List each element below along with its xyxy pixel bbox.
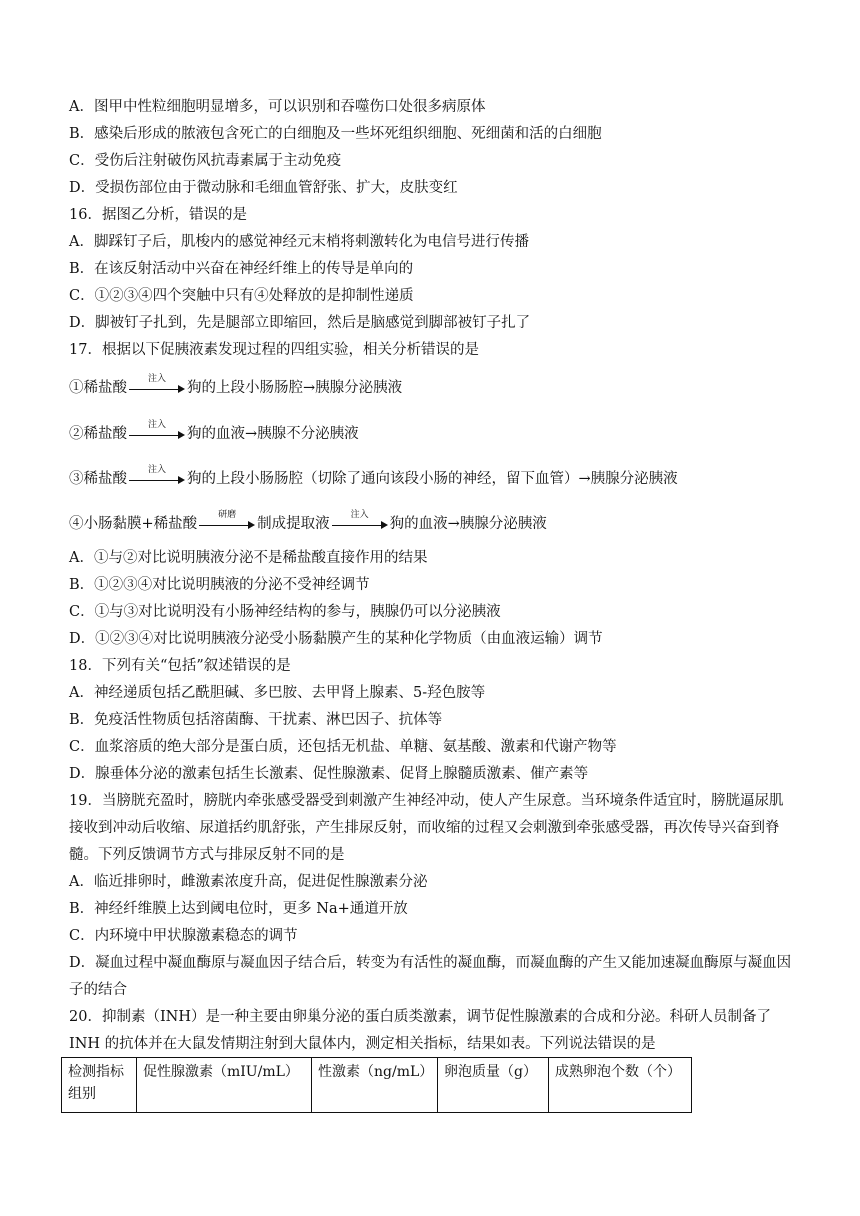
q16-option-a: A．脚踩钉子后，肌梭内的感觉神经元末梢将刺激转化为电信号进行传播 bbox=[69, 234, 529, 250]
inject-arrow bbox=[332, 510, 388, 534]
table-header-cell: 性激素（ng/mL） bbox=[312, 1058, 438, 1113]
inject-arrow bbox=[129, 374, 185, 398]
exp4-extract: 制成提取液 bbox=[257, 516, 330, 532]
q18-stem: 18．下列有关“包括”叙述错误的是 bbox=[69, 658, 291, 674]
q17-experiment-2 bbox=[69, 420, 359, 444]
q15-option-b: B．感染后形成的脓液包含死亡的白细胞及一些坏死组织细胞、死细菌和活的白细胞 bbox=[69, 126, 602, 142]
q17-experiment-3 bbox=[69, 465, 678, 489]
q19-option-a: A．临近排卵时，雌激素浓度升高，促进促性腺激素分泌 bbox=[69, 874, 428, 890]
q17-option-b: B．①②③④对比说明胰液的分泌不受神经调节 bbox=[69, 577, 370, 593]
q19-option-b: B．神经纤维膜上达到阈电位时，更多 Na+通道开放 bbox=[69, 901, 408, 917]
q18-option-d: D．腺垂体分泌的激素包括生长激素、促性腺激素、促肾上腺髓质激素、催产素等 bbox=[69, 766, 589, 782]
q15-option-d: D．受损伤部位由于微动脉和毛细血管舒张、扩大，皮肤变红 bbox=[69, 180, 458, 196]
exp1-result: 狗的上段小肠肠腔→胰腺分泌胰液 bbox=[187, 380, 403, 396]
table-header-cell: 促性腺激素（mIU/mL） bbox=[137, 1058, 312, 1113]
exp3-reagent: ③稀盐酸 bbox=[69, 471, 127, 487]
exp3-result: 狗的上段小肠肠腔（切除了通向该段小肠的神经，留下血管）→胰腺分泌胰液 bbox=[187, 471, 678, 487]
inject-arrow bbox=[129, 465, 185, 489]
q16-option-b: B．在该反射活动中兴奋在神经纤维上的传导是单向的 bbox=[69, 261, 414, 277]
arrow-label: 注入 bbox=[350, 510, 369, 520]
q17-option-a: A．①与②对比说明胰液分泌不是稀盐酸直接作用的结果 bbox=[69, 550, 428, 566]
q17-option-d: D．①②③④对比说明胰液分泌受小肠黏膜产生的某种化学物质（由血液运输）调节 bbox=[69, 631, 603, 647]
q18-option-b: B．免疫活性物质包括溶菌酶、干扰素、淋巴因子、抗体等 bbox=[69, 712, 443, 728]
exp2-result: 狗的血液→胰腺不分泌胰液 bbox=[187, 426, 359, 442]
results-table bbox=[61, 1057, 692, 1113]
q17-option-c: C．①与③对比说明没有小肠神经结构的参与，胰腺仍可以分泌胰液 bbox=[69, 604, 501, 620]
q16-option-d: D．脚被钉子扎到，先是腿部立即缩回，然后是脑感觉到脚部被钉子扎了 bbox=[69, 315, 531, 331]
q15-option-a: A．图甲中性粒细胞明显增多，可以识别和吞噬伤口处很多病原体 bbox=[69, 99, 486, 115]
arrow-label: 注入 bbox=[147, 420, 166, 430]
exp4-result: 狗的血液→胰腺分泌胰液 bbox=[389, 516, 547, 532]
arrow-label: 注入 bbox=[147, 465, 166, 475]
arrow-label: 注入 bbox=[147, 374, 166, 384]
q17-stem: 17．根据以下促胰液素发现过程的四组实验，相关分析错误的是 bbox=[69, 342, 479, 358]
q18-option-c: C．血浆溶质的绝大部分是蛋白质，还包括无机盐、单糖、氨基酸、激素和代谢产物等 bbox=[69, 739, 617, 755]
corner-label-top: 检测指标 bbox=[68, 1064, 124, 1080]
table-row bbox=[62, 1058, 692, 1113]
exp4-reagent: ④小肠黏膜+稀盐酸 bbox=[69, 516, 198, 532]
corner-label-bottom: 组别 bbox=[68, 1086, 96, 1102]
q18-option-a: A．神经递质包括乙酰胆碱、多巴胺、去甲肾上腺素、5-羟色胺等 bbox=[69, 685, 486, 701]
q16-stem: 16．据图乙分析，错误的是 bbox=[69, 207, 247, 223]
q19-option-c: C．内环境中甲状腺激素稳态的调节 bbox=[69, 928, 298, 944]
arrow-label: 研磨 bbox=[218, 510, 237, 520]
q17-experiment-1 bbox=[69, 374, 403, 398]
q16-option-c: C．①②③④四个突触中只有④处释放的是抑制性递质 bbox=[69, 288, 414, 304]
q20-stem: 20．抑制素（INH）是一种主要由卵巢分泌的蛋白质类激素，调节促性腺激素的合成和分泌。科研人员制备了INH 的抗体并在大鼠发情期注射到大鼠体内，测定相关指标，结果如表。下列说法错误的是 bbox=[69, 1009, 772, 1052]
table-corner-cell bbox=[62, 1058, 137, 1113]
q19-stem: 19．当膀胱充盈时，膀胱内牵张感受器受到刺激产生神经冲动，使人产生尿意。当环境条件适宜时，膀胱逼尿肌接收到冲动后收缩、尿道括约肌舒张，产生排尿反射，而收缩的过程又会刺激到牵张感受器，再次传导兴奋到脊髓。下列反馈调节方式与排尿反射不同的是 bbox=[69, 793, 784, 863]
q17-experiment-4 bbox=[69, 510, 547, 534]
q15-option-c: C．受伤后注射破伤风抗毒素属于主动免疫 bbox=[69, 153, 342, 169]
inject-arrow bbox=[129, 420, 185, 444]
q19-option-d: D．凝血过程中凝血酶原与凝血因子结合后，转变为有活性的凝血酶，而凝血酶的产生又能加速凝血酶原与凝血因子的结合 bbox=[69, 955, 792, 998]
exp1-reagent: ①稀盐酸 bbox=[69, 380, 127, 396]
exp2-reagent: ②稀盐酸 bbox=[69, 426, 127, 442]
table-header-cell: 卵泡质量（g） bbox=[438, 1058, 549, 1113]
table-header-cell: 成熟卵泡个数（个） bbox=[549, 1058, 692, 1113]
grind-arrow bbox=[199, 510, 255, 534]
